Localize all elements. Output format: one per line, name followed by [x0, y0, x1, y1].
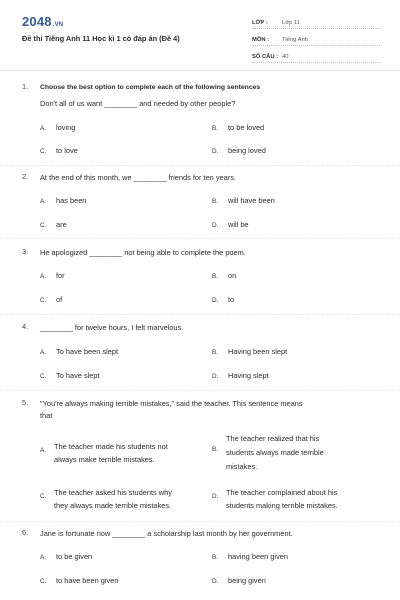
question-1	[22, 82, 382, 162]
question-number: 4.	[22, 322, 29, 331]
option-label: B.	[212, 446, 219, 453]
option-b[interactable]	[212, 123, 264, 132]
option-text: To have been slept	[56, 347, 119, 356]
meta-key: LỚP :	[252, 20, 268, 26]
option-text: The teacher made his students not	[54, 442, 168, 451]
question-text: He apologized ________ not being able to complete the poem.	[40, 248, 246, 257]
option-label: B.	[212, 125, 219, 132]
question-number: 6.	[22, 528, 29, 537]
option-text: Having been slept	[228, 347, 288, 356]
option-b[interactable]	[212, 347, 287, 356]
option-label: C.	[40, 222, 47, 229]
header-divider	[0, 70, 400, 71]
option-text: will have been	[228, 196, 275, 205]
option-text: The teacher complained about his	[226, 488, 338, 497]
option-text: To have slept	[56, 371, 100, 380]
question-number: 5.	[22, 398, 29, 407]
meta-key: SỐ CÂU :	[252, 54, 279, 60]
option-c[interactable]	[40, 220, 67, 229]
page-header	[0, 0, 400, 66]
option-label: A.	[40, 125, 47, 132]
question-text: Don't all of us want ________ and needed by other people?	[40, 99, 236, 108]
option-text: mistakes.	[226, 462, 258, 471]
option-b[interactable]	[212, 432, 382, 472]
option-label: C.	[40, 373, 47, 380]
question-number: 3.	[22, 247, 29, 256]
question-divider	[0, 165, 400, 166]
option-c[interactable]	[40, 576, 118, 585]
option-text: has been	[56, 196, 87, 205]
option-label: D.	[212, 148, 219, 155]
option-text: The teacher realized that his	[226, 434, 320, 443]
option-c[interactable]	[40, 371, 100, 380]
option-b[interactable]	[212, 271, 236, 280]
option-c[interactable]	[40, 146, 78, 155]
question-text-continued: that	[40, 411, 53, 420]
site-logo[interactable]	[22, 14, 63, 29]
logo-tld: .VN	[52, 22, 64, 28]
option-label: A.	[40, 447, 47, 454]
question-text: "You're always making terrible mistakes," said the teacher. This sentence means	[40, 399, 303, 408]
logo-text: 2048	[22, 14, 52, 29]
meta-value: Lớp 11	[282, 20, 300, 26]
meta-row-subject	[252, 31, 380, 46]
option-text: to	[228, 295, 235, 304]
option-text: students making terrible mistakes.	[226, 501, 338, 510]
option-label: C.	[40, 493, 47, 500]
option-text: always make terrible mistakes.	[54, 455, 155, 464]
option-text: will be	[228, 220, 249, 229]
option-label: C.	[40, 578, 47, 585]
question-6	[22, 528, 382, 594]
question-instruction: Choose the best option to complete each of the following sentences	[40, 84, 261, 91]
option-text: loving	[56, 123, 76, 132]
option-label: B.	[212, 198, 219, 205]
meta-key: MÔN :	[252, 37, 270, 43]
option-a[interactable]	[40, 552, 92, 561]
meta-row-class	[252, 14, 380, 29]
option-text: to be given	[56, 552, 93, 561]
option-label: D.	[212, 578, 219, 585]
option-label: D.	[212, 373, 219, 380]
option-a[interactable]	[40, 271, 65, 280]
option-c[interactable]	[40, 486, 210, 514]
question-divider	[0, 521, 400, 522]
option-b[interactable]	[212, 552, 288, 561]
option-d[interactable]	[212, 146, 266, 155]
option-label: A.	[40, 349, 47, 356]
question-number: 1.	[22, 82, 29, 91]
option-d[interactable]	[212, 486, 382, 514]
option-label: A.	[40, 198, 47, 205]
option-text: to love	[56, 146, 78, 155]
question-divider	[0, 238, 400, 239]
option-text: being given	[228, 576, 266, 585]
meta-row-count	[252, 48, 380, 63]
option-label: D.	[212, 297, 219, 304]
option-a[interactable]	[40, 123, 75, 132]
question-divider	[0, 314, 400, 315]
question-5	[22, 398, 382, 518]
option-text: for	[56, 271, 65, 280]
option-text: The teacher asked his students why	[54, 488, 172, 497]
option-a[interactable]	[40, 440, 210, 468]
option-text: being loved	[228, 146, 266, 155]
option-text: students always made terrible	[226, 448, 324, 457]
option-text: Having slept	[228, 371, 269, 380]
meta-value: 40	[282, 54, 289, 60]
option-text: on	[228, 271, 237, 280]
option-text: having been given	[228, 552, 288, 561]
option-text: they always made terrible mistakes.	[54, 501, 172, 510]
option-text: to have been given	[56, 576, 119, 585]
option-text: are	[56, 220, 67, 229]
option-label: C.	[40, 297, 47, 304]
option-label: A.	[40, 273, 47, 280]
page-title: Đề thi Tiếng Anh 11 Học kì 1 có đáp án (Đề 4)	[22, 34, 180, 43]
question-2	[22, 172, 382, 232]
meta-value: Tiếng Anh	[282, 37, 308, 43]
question-text: Jane is fortunate now ________ a scholarship last month by her government.	[40, 529, 293, 538]
option-d[interactable]	[212, 576, 266, 585]
option-label: B.	[212, 349, 219, 356]
option-d[interactable]	[212, 295, 234, 304]
exam-meta	[252, 14, 380, 65]
option-text: of	[56, 295, 63, 304]
question-3	[22, 247, 382, 307]
option-label: C.	[40, 148, 47, 155]
option-b[interactable]	[212, 196, 275, 205]
question-number: 2.	[22, 172, 29, 181]
option-text: to be loved	[228, 123, 265, 132]
question-divider	[0, 390, 400, 391]
option-c[interactable]	[40, 295, 62, 304]
option-label: D.	[212, 222, 219, 229]
option-d[interactable]	[212, 371, 269, 380]
option-d[interactable]	[212, 220, 249, 229]
question-4	[22, 322, 382, 382]
question-text: At the end of this month, we ________ friends for ten years.	[40, 173, 236, 182]
question-text: ________ for twelve hours, I felt marvelous.	[40, 323, 184, 332]
option-label: D.	[212, 493, 219, 500]
option-a[interactable]	[40, 347, 118, 356]
option-label: B.	[212, 554, 219, 561]
option-label: B.	[212, 273, 219, 280]
option-a[interactable]	[40, 196, 86, 205]
option-label: A.	[40, 554, 47, 561]
